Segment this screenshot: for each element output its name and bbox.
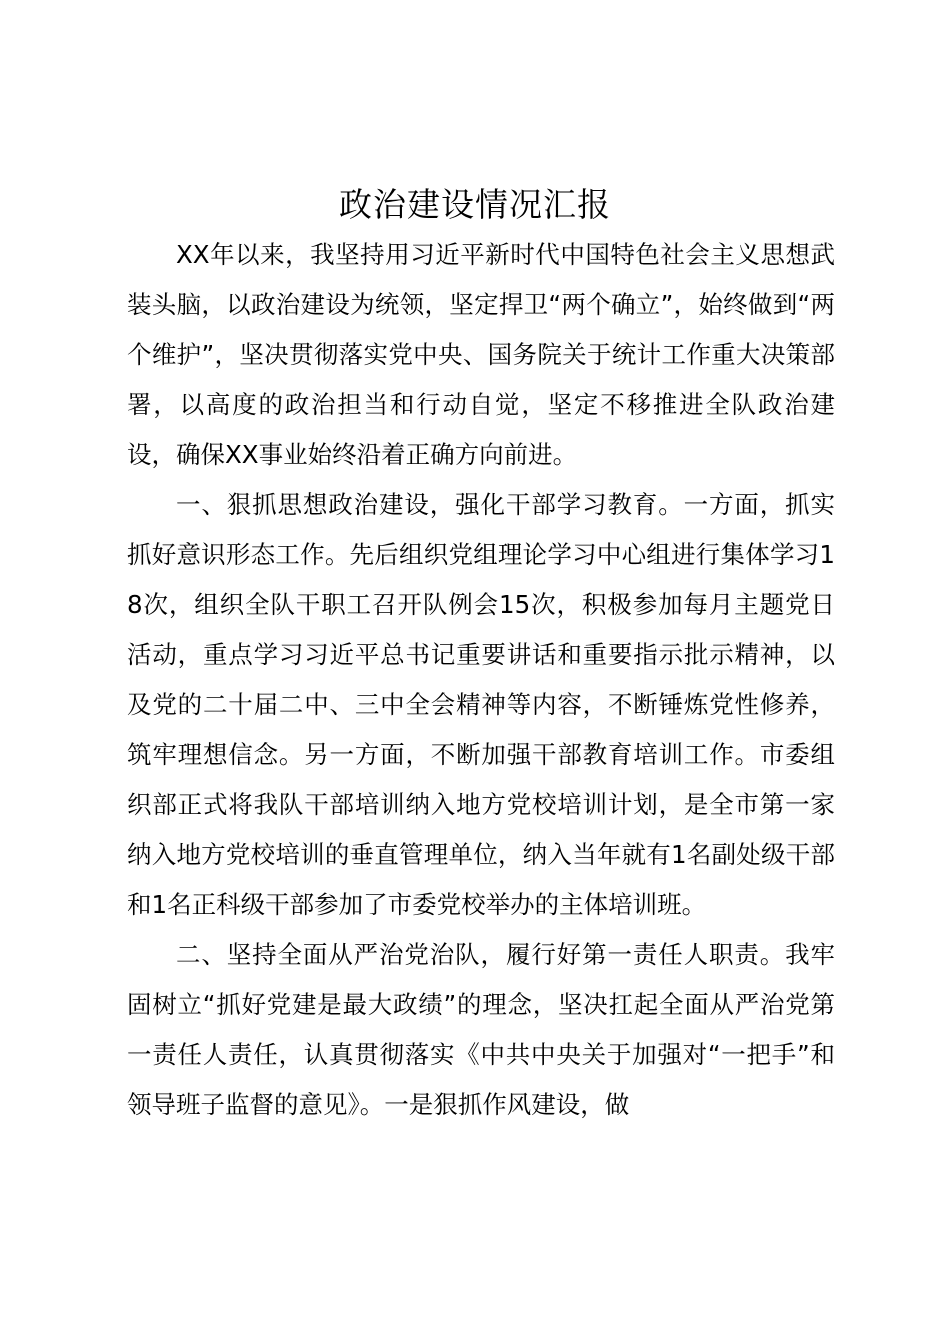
paragraph-section-1: 一、狠抓思想政治建设，强化干部学习教育。一方面，抓实抓好意识形态工作。先后组织党组理论学习中心组进行集体学习18次，组织全队干职工召开队例会15次，积极参加每月主题党日活动，重点学习习近平总书记重要讲话和重要指示批示精神，以及党的二十届二中、三中全会精神等内容，不断锤炼党性修养，筑牢理想信念。另一方面，不断加强干部教育培训工作。市委组织部正式将我队干部培训纳入地方党校培训计划，是全市第一家纳入地方党校培训的垂直管理单位，纳入当年就有1名副处级干部和1名正科级干部参加了市委党校举办的主体培训班。	[127, 490, 835, 919]
paragraph-section-2: 二、坚持全面从严治党治队，履行好第一责任人职责。我牢固树立“抓好党建是最大政绩”的理念，坚决扛起全面从严治党第一责任人责任，认真贯彻落实《中共中央关于加强对“一把手”和领导班子监督的意见》。一是狠抓作风建设，做	[127, 940, 835, 1119]
document-title: 政治建设情况汇报	[339, 185, 611, 224]
paragraph-intro: XX年以来，我坚持用习近平新时代中国特色社会主义思想武装头脑，以政治建设为统领，坚定捍卫“两个确立”，始终做到“两个维护”，坚决贯彻落实党中央、国务院关于统计工作重大决策部署，以高度的政治担当和行动自觉，坚定不移推进全队政治建设，确保XX事业始终沿着正确方向前进。	[127, 240, 835, 469]
document-body	[127, 230, 835, 1130]
